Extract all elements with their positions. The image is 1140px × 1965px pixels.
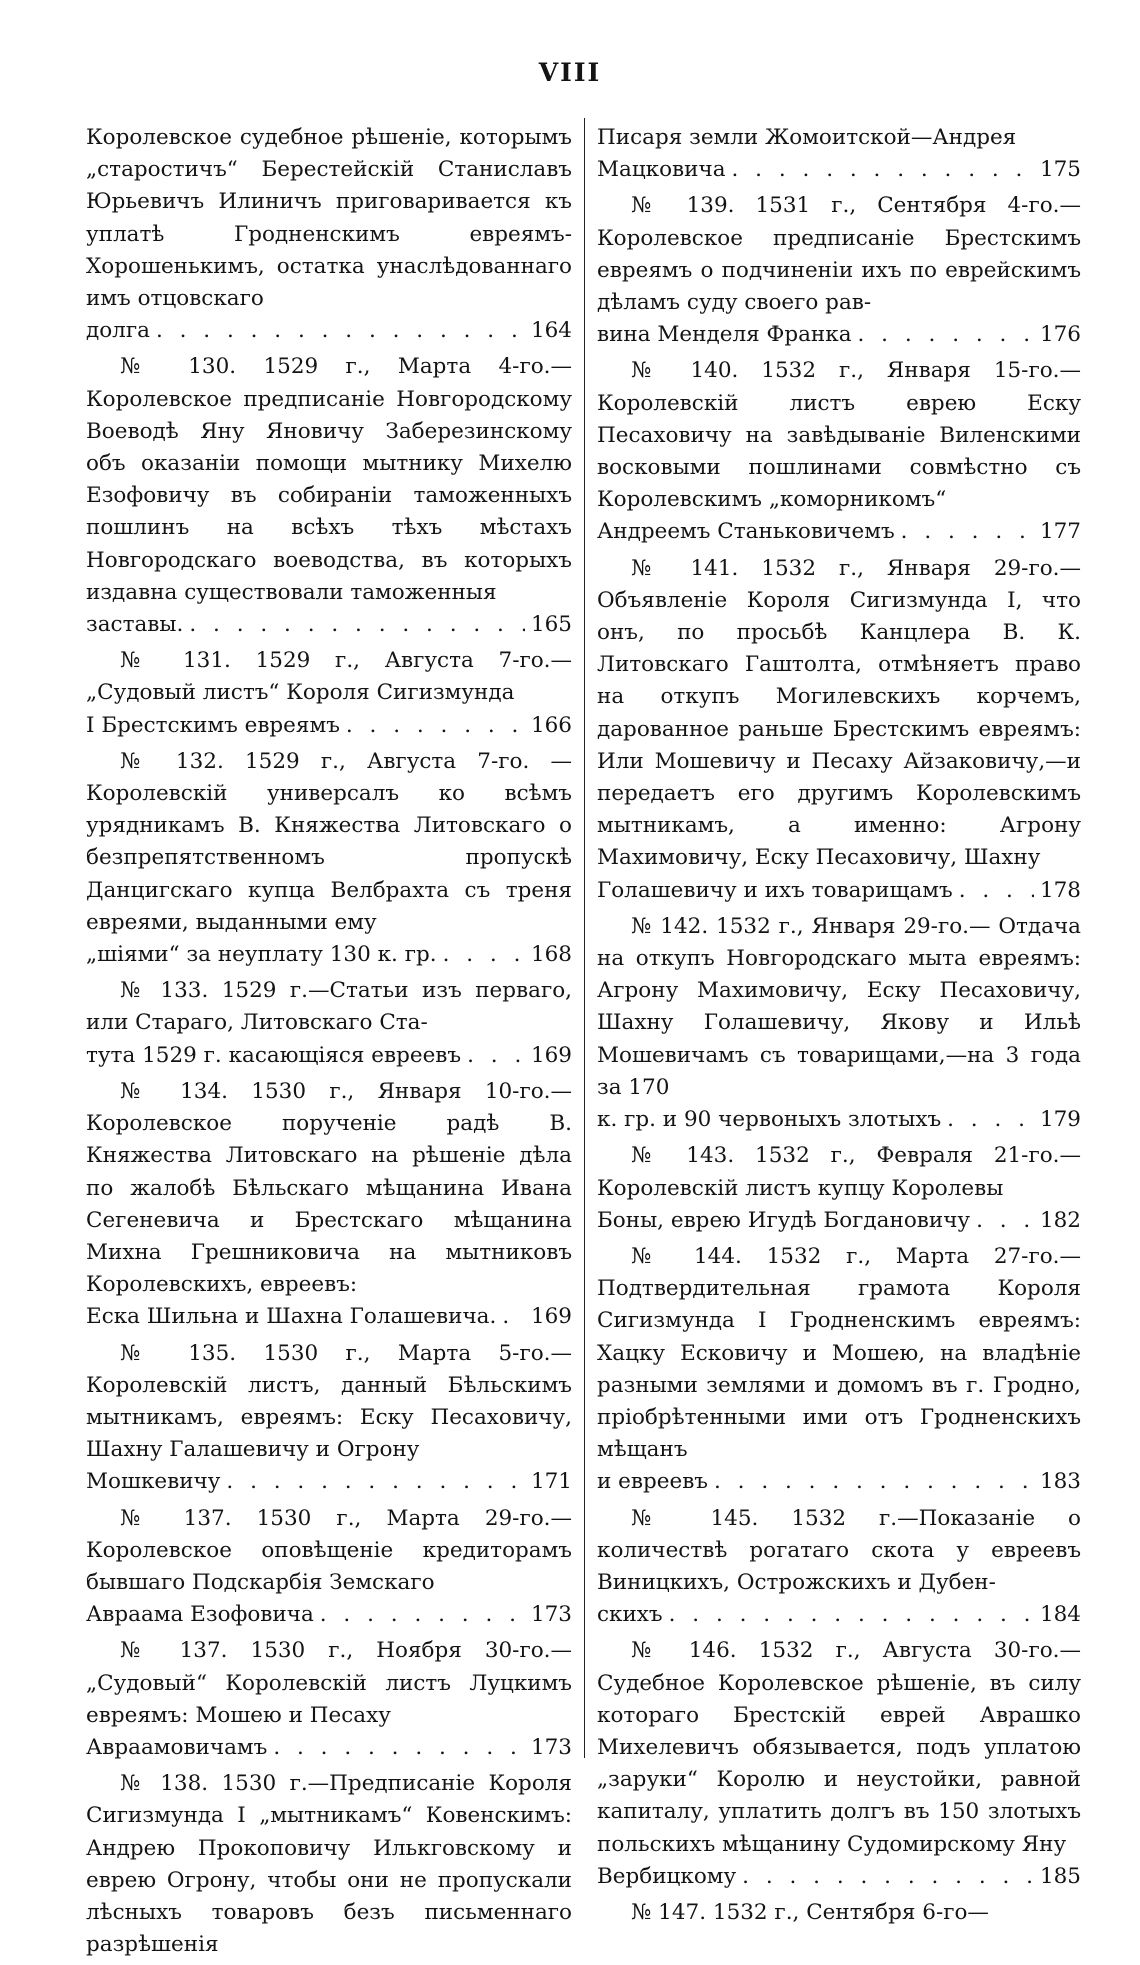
toc-entry (86, 746, 572, 971)
dot-leader (959, 875, 1034, 907)
entry-last-line (597, 1861, 1081, 1893)
toc-entry (597, 190, 1081, 351)
entry-text: № 146. 1532 г., Августа 30-го.— Судебное Королевское рѣшеніе, въ силу котораго Брестскій еврей Аврашко Михелевичъ обязывается, подъ уплатою „заруки“ Королю и неустойки, равной капиталу, уплатить долгъ въ 150 злотыхъ польскихъ мѣщанину Судомирскому Яну (597, 1638, 1081, 1857)
toc-entry (86, 1338, 572, 1499)
entry-last-line (86, 609, 572, 641)
right-column (597, 122, 1081, 1933)
dot-leader (443, 939, 525, 971)
entry-last-line (86, 1466, 572, 1498)
page-reference: 177 (1039, 519, 1081, 545)
dot-leader (156, 315, 525, 347)
entry-last-words: и евреевъ (597, 1469, 708, 1495)
entry-last-words: Еска Шильна и Шахна Голашевича. (86, 1304, 497, 1330)
entry-last-words: „шіями“ за неуплату 130 к. гр. (86, 942, 437, 968)
entry-last-line (86, 939, 572, 971)
toc-entry (86, 975, 572, 1072)
entry-last-words: вина Менделя Франка (597, 322, 852, 348)
entry-last-line (86, 315, 572, 347)
dot-leader (858, 319, 1034, 351)
toc-entry (86, 645, 572, 742)
toc-entry (86, 122, 572, 347)
entry-last-line (597, 1104, 1081, 1136)
entry-text: № 147. 1532 г., Сентября 6-го— (631, 1899, 989, 1925)
column-divider (584, 118, 585, 1758)
entry-text: № 137. 1530 г., Марта 29-го.— Королевское оповѣщеніе кредиторамъ бывшаго Подскарбія Земскаго (86, 1505, 572, 1595)
entry-text: № 143. 1532 г., Февраля 21-го.— Королевскій листъ купцу Королевы (597, 1143, 1081, 1201)
dot-leader (976, 1205, 1034, 1237)
entry-last-words: Авраама Езофовича (86, 1602, 314, 1628)
entry-last-words: к. гр. и 90 червоныхъ злотыхъ (597, 1107, 942, 1133)
entry-last-line (86, 1599, 572, 1631)
page-reference: 179 (1039, 1107, 1081, 1133)
page-reference: 164 (530, 318, 572, 344)
page-reference: 173 (530, 1734, 572, 1760)
page-number: VIII (538, 58, 602, 87)
page-reference: 173 (530, 1602, 572, 1628)
entry-last-words: Боны, еврею Игудѣ Богдановичу (597, 1207, 971, 1233)
page-reference: 169 (530, 1304, 572, 1330)
page-reference: 165 (530, 612, 572, 638)
page-reference: 176 (1039, 322, 1081, 348)
page-reference: 166 (530, 712, 572, 738)
dot-leader (320, 1599, 525, 1631)
page-reference: 171 (530, 1469, 572, 1495)
page-reference: 175 (1039, 157, 1081, 183)
entry-last-words: Вербицкому (597, 1863, 737, 1889)
entry-last-line (597, 1466, 1081, 1498)
entry-last-line (597, 516, 1081, 548)
toc-entry (86, 1076, 572, 1334)
entry-text: № 132. 1529 г., Августа 7-го. — Королевскій универсалъ ко всѣмъ урядникамъ В. Княжества Литовскаго о безпрепятственномъ пропускѣ Данцигскаго купца Велбрахта съ треня евреями, выданными ему (86, 748, 572, 935)
toc-entry (597, 911, 1081, 1136)
dot-leader (947, 1104, 1034, 1136)
entry-last-words: Мацковича (597, 157, 726, 183)
entry-text: № 141. 1532 г., Января 29-го.— Объявленіе Короля Сигизмунда I, что онъ, по просьбѣ Канцлера В. К. Литовскаго Гаштолта, отмѣняетъ право на откупъ Могилевскихъ корчемъ, дарованное раньше Брестскимъ евреямъ: Или Мошевичу и Песаху Айзаковичу,—и передаетъ его другимъ Королевскимъ мытникамъ, а именно: Агрону Махимовичу, Еску Песаховичу, Шахну (597, 555, 1081, 871)
entry-last-words: Голашевичу и ихъ товарищамъ (597, 877, 953, 903)
page-reference: 168 (530, 942, 572, 968)
entry-last-words: скихъ (597, 1602, 663, 1628)
entry-text: № 138. 1530 г.—Предписаніе Короля Сигизмунда I „мытникамъ“ Ковенскимъ: Андрею Прокоповичу Илькговскому и еврею Огрону, чтобы они не пропускали лѣсныхъ товаровъ безъ письменнаго разрѣшенія (86, 1771, 572, 1958)
toc-entry (86, 1768, 572, 1961)
entry-last-words: долга (86, 318, 150, 344)
dot-leader (901, 516, 1034, 548)
dot-leader (732, 154, 1034, 186)
entry-text: № 131. 1529 г., Августа 7-го.— „Судовый листъ“ Короля Сигизмунда (86, 648, 572, 706)
entry-text: № 135. 1530 г., Марта 5-го.—Королевскій листъ, данный Бѣльскимъ мытникамъ, евреямъ: Еску Песаховичу, Шахну Галашевичу и Огрону (86, 1340, 572, 1463)
toc-entry (86, 1635, 572, 1764)
page-reference: 184 (1039, 1602, 1081, 1628)
entry-text: № 139. 1531 г., Сентября 4-го.— Королевское предписаніе Брестскимъ евреямъ о подчиненіи ихъ по еврейскимъ дѣламъ суду своего рав- (597, 193, 1081, 316)
toc-entry (597, 122, 1081, 186)
entry-text: № 130. 1529 г., Марта 4-го.—Королевское предписаніе Новгородскому Воеводѣ Яну Яновичу Заберезинскому объ оказаніи помощи мытнику Михелю Езофовичу въ собираніи таможенныхъ пошлинъ на всѣхъ тѣхъ мѣстахъ Новгородскаго воеводства, въ которыхъ издавна существовали таможенныя (86, 354, 572, 605)
entry-last-line (597, 875, 1081, 907)
page-reference: 185 (1039, 1863, 1081, 1889)
toc-entry (86, 1503, 572, 1632)
entry-last-line (597, 154, 1081, 186)
entry-last-words: Авраамовичамъ (86, 1734, 268, 1760)
toc-entry (597, 1635, 1081, 1893)
entry-text: Писаря земли Жомоитской—Андрея (597, 125, 1017, 150)
dot-leader (669, 1599, 1034, 1631)
entry-text: № 144. 1532 г., Марта 27-го.— Подтвердительная грамота Короля Сигизмунда I Гродненскимъ евреямъ: Хацку Есковичу и Мошею, на владѣніе разными землями и домомъ въ г. Гродно, пріобрѣтенными ими отъ Гродненскихъ мѣщанъ (597, 1243, 1081, 1463)
dot-leader (467, 1040, 525, 1072)
dot-leader (189, 609, 525, 641)
entry-text: № 134. 1530 г., Января 10-го.— Королевское порученіе радѣ В. Княжества Литовскаго на рѣшеніе дѣла по жалобѣ Бѣльскаго мѣщанина Ивана Сегеневича и Брестскаго мѣщанина Михна Грешниковича на мытниковъ Королевскихъ, евреевъ: (86, 1078, 572, 1298)
dot-leader (714, 1466, 1034, 1498)
toc-entry (597, 1897, 1081, 1929)
entry-last-line (597, 1205, 1081, 1237)
entry-last-words: заставы. (86, 612, 184, 638)
entry-text: № 137. 1530 г., Ноября 30-го.— „Судовый“ Королевскій листъ Луцкимъ евреямъ: Мошею и Песаху (86, 1638, 572, 1728)
entry-text: № 140. 1532 г., Января 15-го.— Королевскій листъ еврею Еску Песаховичу на завѣдываніе Виленскими восковыми пошлинами совмѣстно съ Королевскимъ „коморникомъ“ (597, 358, 1081, 513)
toc-entry (597, 1241, 1081, 1499)
entry-last-words: Андреемъ Станьковичемъ (597, 519, 895, 545)
page-reference: 183 (1039, 1469, 1081, 1495)
left-column (86, 122, 572, 1965)
entry-text: № 133. 1529 г.—Статьи изъ перваго, или Стараго, Литовскаго Ста- (86, 978, 572, 1036)
toc-entry (597, 553, 1081, 907)
toc-entry (86, 351, 572, 641)
entry-last-words: Мошкевичу (86, 1469, 221, 1495)
dot-leader (346, 710, 525, 742)
entry-text: Королевское судебное рѣшеніе, которымъ „старостичъ“ Берестейскій Станиславъ Юрьевичъ Илиничъ приговаривается къ уплатѣ Гродненскимъ евреямъ-Хорошенькимъ, остатка унаслѣдованнаго имъ отцовскаго (86, 125, 572, 312)
toc-entry (597, 1503, 1081, 1632)
dot-leader (502, 1301, 525, 1333)
entry-last-words: тута 1529 г. касающіяся евреевъ (86, 1042, 462, 1068)
entry-last-words: I Брестскимъ евреямъ (86, 712, 340, 738)
dot-leader (742, 1861, 1034, 1893)
entry-last-line (86, 1040, 572, 1072)
entry-last-line (597, 319, 1081, 351)
page-reference: 178 (1039, 877, 1081, 903)
entry-text: № 145. 1532 г.—Показаніе о количествѣ рогатаго скота у евреевъ Виницкихъ, Острожскихъ и Дубен- (597, 1505, 1081, 1595)
dot-leader (226, 1466, 525, 1498)
page-reference: 182 (1039, 1207, 1081, 1233)
toc-entry (597, 355, 1081, 548)
entry-text: № 142. 1532 г., Января 29-го.— Отдача на откупъ Новгородскаго мыта евреямъ: Агрону Махимовичу, Еску Песаховичу, Шахну Голашевичу, Якову и Ильѣ Мошевичамъ съ товарищами,—на 3 года за 170 (597, 913, 1081, 1100)
page-reference: 169 (530, 1042, 572, 1068)
entry-last-line (86, 1732, 572, 1764)
toc-entry (597, 1140, 1081, 1237)
entry-last-line (86, 1301, 572, 1333)
entry-last-line (597, 1599, 1081, 1631)
dot-leader (273, 1732, 525, 1764)
entry-last-line (86, 710, 572, 742)
